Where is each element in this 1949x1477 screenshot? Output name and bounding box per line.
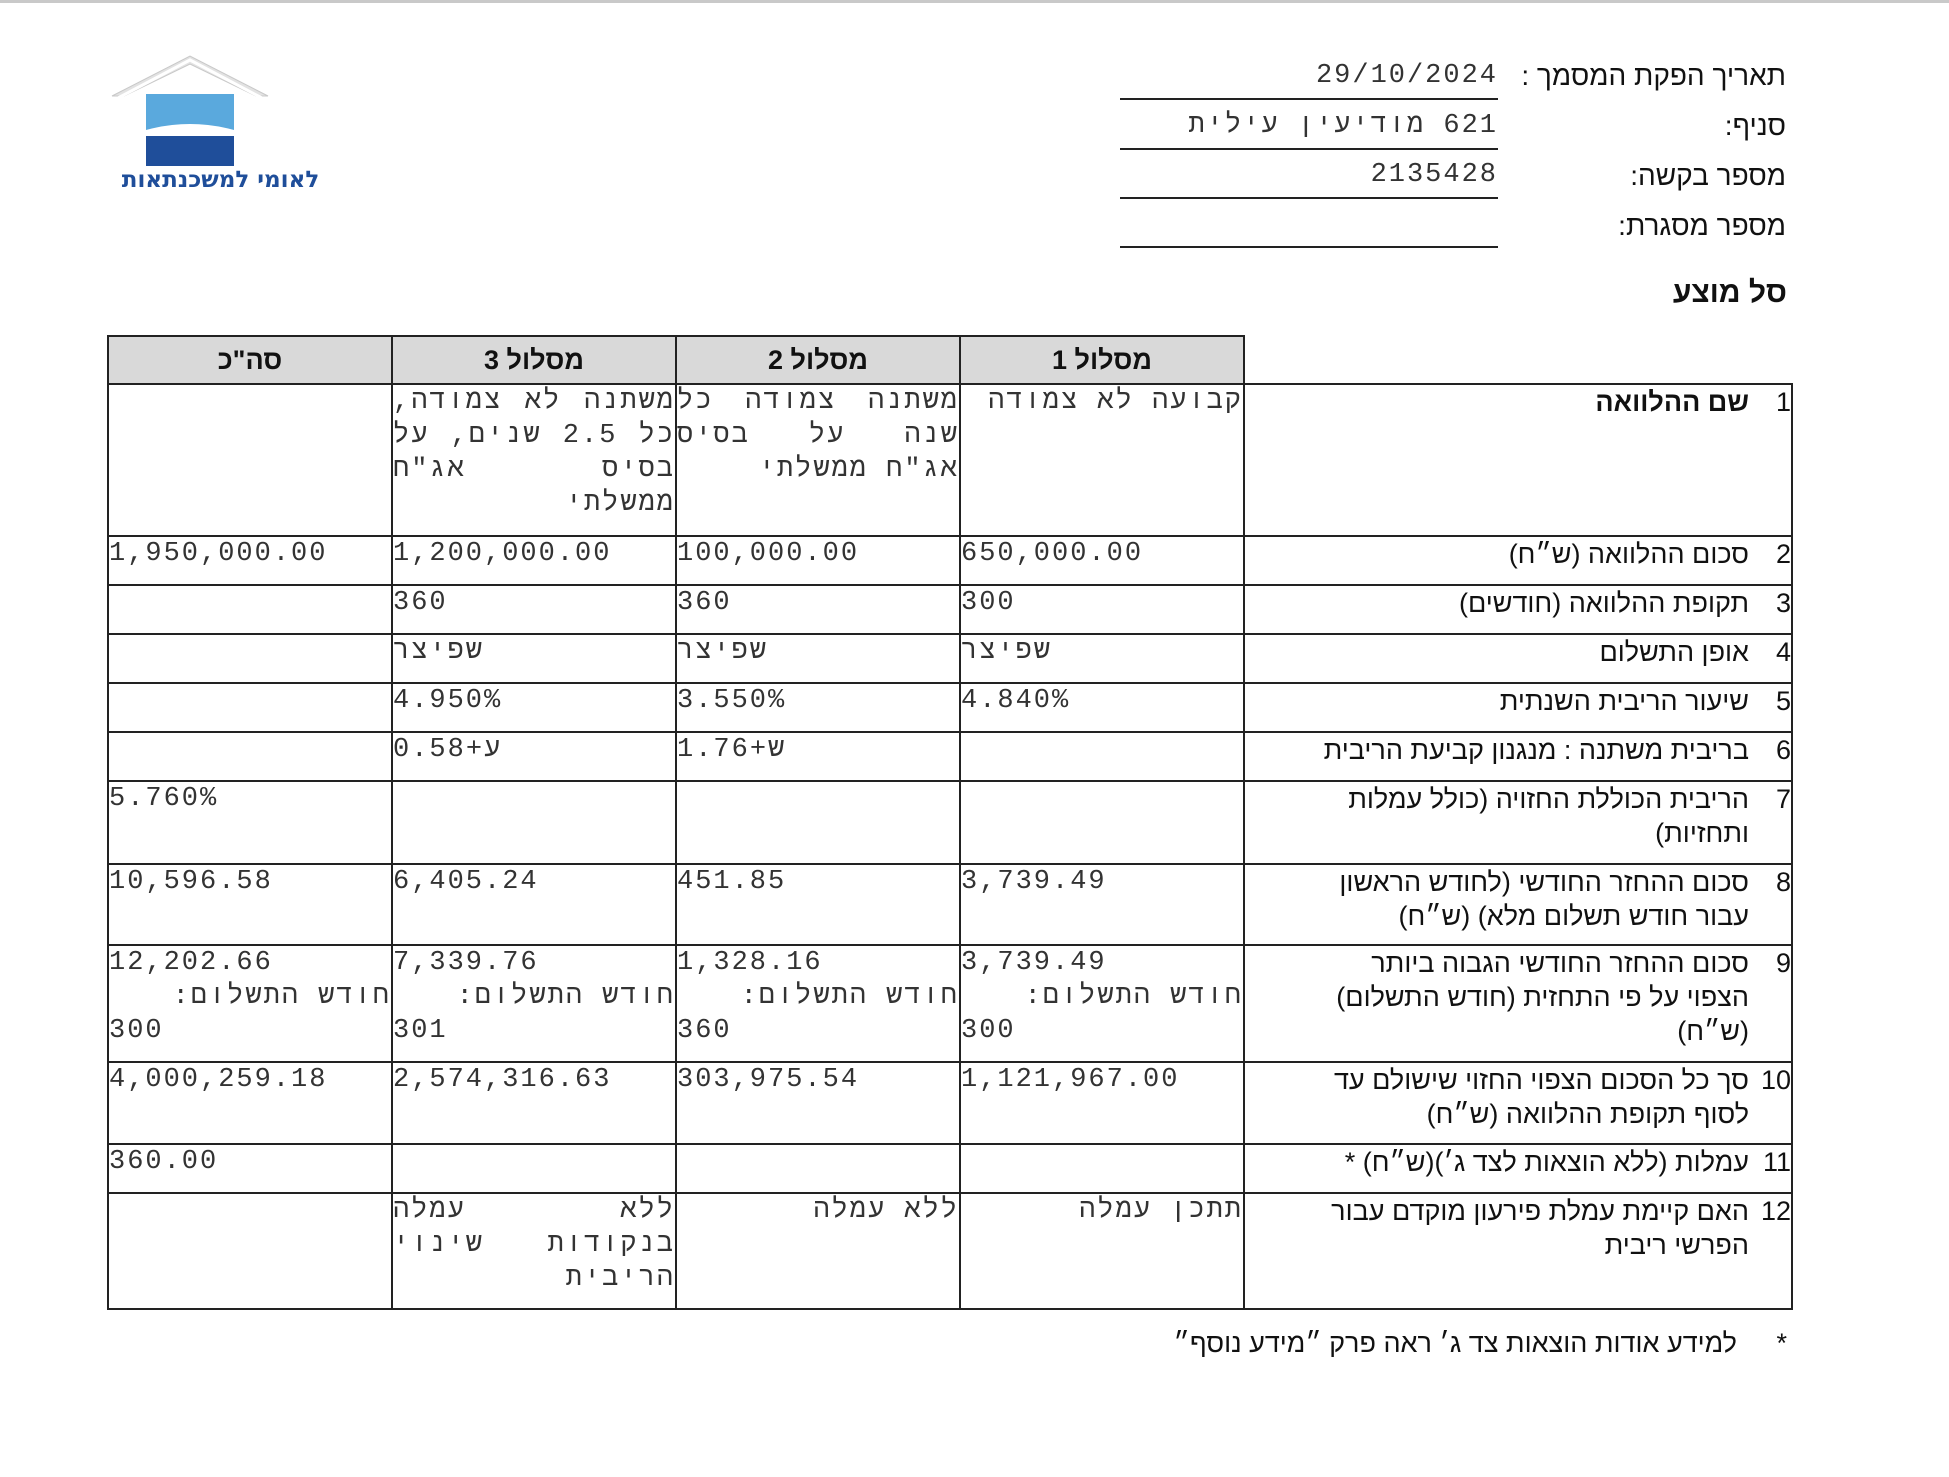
row-label: 1שם ההלוואה [1244,384,1792,536]
top-border [0,0,1949,3]
cell-track-2: משתנה צמודה כל שנה על בסיס אג"ח ממשלתי [676,384,960,536]
request-number-label: מספר בקשה: [1630,160,1786,191]
cell-track-1: שפיצר [960,634,1244,683]
cell-track-2: 1,328.16 חודש התשלום: 360 [676,945,960,1062]
cell-track-3: ע+0.58 [392,732,676,781]
row-label: 6בריבית משתנה : מנגנון קביעת הריבית [1244,732,1792,781]
cell-total [108,384,392,536]
cell-track-3: 1,200,000.00 [392,536,676,585]
table-row [108,634,1792,683]
cell-track-1: 650,000.00 [960,536,1244,585]
footnote [1174,1328,1787,1359]
table-row [108,945,1792,1062]
row-label: 10סך כל הסכום הצפוי החזוי שישולם עד לסוף תקופת ההלוואה (ש״ח) [1244,1062,1792,1144]
request-number-value: 2135428 [1120,157,1498,199]
footnote-text: למידע אודות הוצאות צד ג׳ ראה פרק ״מידע נוסף״ [1173,1328,1737,1358]
cell-total [108,1193,392,1309]
cell-track-2: 3.550% [676,683,960,732]
cell-track-3: 7,339.76 חודש התשלום: 301 [392,945,676,1062]
table-row [108,585,1792,634]
header-blank [1244,336,1792,384]
row-label: 11עמלות (ללא הוצאות לצד ג׳)(ש״ח) * [1244,1144,1792,1193]
cell-track-2 [676,1144,960,1193]
cell-track-1 [960,781,1244,864]
cell-track-1: 300 [960,585,1244,634]
cell-total [108,683,392,732]
row-label: 4אופן התשלום [1244,634,1792,683]
cell-total [108,585,392,634]
row-label: 8סכום ההחזר החודשי (לחודש הראשון עבור חודש תשלום מלא) (ש״ח) [1244,864,1792,945]
table-row [108,683,1792,732]
cell-track-2: 100,000.00 [676,536,960,585]
table-row [108,732,1792,781]
cell-track-1: 3,739.49 חודש התשלום: 300 [960,945,1244,1062]
logo-text: לאומי למשכנתאות [121,167,320,193]
framework-number-value [1120,206,1498,248]
cell-total [108,634,392,683]
cell-track-2 [676,781,960,864]
cell-track-3: 2,574,316.63 [392,1062,676,1144]
cell-track-3: 4.950% [392,683,676,732]
cell-track-3 [392,1144,676,1193]
col-header-track-2: מסלול 2 [676,336,960,384]
cell-total [108,732,392,781]
cell-track-1: תתכן עמלה [960,1193,1244,1309]
footnote-star: * [1776,1328,1787,1358]
cell-track-3: ללא עמלה בנקודות שינוי הריבית [392,1193,676,1309]
cell-total: 1,950,000.00 [108,536,392,585]
col-header-total: סה"כ [108,336,392,384]
row-label: 9סכום ההחזר החודשי הגבוה ביותר הצפוי על פי התחזית (חודש התשלום) (ש״ח) [1244,945,1792,1062]
table-row [108,864,1792,945]
cell-track-2: ללא עמלה [676,1193,960,1309]
table-row [108,1062,1792,1144]
row-label: 7הריבית הכוללת החזויה (כולל עמלות ותחזיות) [1244,781,1792,864]
row-label: 2סכום ההלוואה (ש״ח) [1244,536,1792,585]
branch-label: סניף: [1724,110,1786,141]
cell-track-3: 6,405.24 [392,864,676,945]
cell-track-2: שפיצר [676,634,960,683]
cell-track-2: 303,975.54 [676,1062,960,1144]
section-title: סל מוצע [1672,276,1787,309]
bank-logo [108,52,333,202]
table-row [108,1193,1792,1309]
col-header-track-3: מסלול 3 [392,336,676,384]
framework-number-label: מספר מסגרת: [1618,210,1786,241]
cell-track-1 [960,1144,1244,1193]
house-logo-icon [108,52,333,167]
row-label: 5שיעור הריבית השנתית [1244,683,1792,732]
cell-track-1: 1,121,967.00 [960,1062,1244,1144]
cell-track-2: 360 [676,585,960,634]
cell-track-1: 3,739.49 [960,864,1244,945]
cell-total: 12,202.66 חודש התשלום: 300 [108,945,392,1062]
cell-track-3: שפיצר [392,634,676,683]
cell-track-3: 360 [392,585,676,634]
table-row [108,536,1792,585]
cell-track-3 [392,781,676,864]
cell-total: 4,000,259.18 [108,1062,392,1144]
cell-track-1 [960,732,1244,781]
cell-track-1: קבועה לא צמודה [960,384,1244,536]
doc-date-value: 29/10/2024 [1120,58,1498,100]
table-row [108,1144,1792,1193]
col-header-track-1: מסלול 1 [960,336,1244,384]
cell-track-2: 451.85 [676,864,960,945]
row-label: 12האם קיימת עמלת פירעון מוקדם עבור הפרשי ריבית [1244,1193,1792,1309]
table-row [108,781,1792,864]
row-label: 3תקופת ההלוואה (חודשים) [1244,585,1792,634]
table-row [108,384,1792,536]
doc-date-label: תאריך הפקת המסמך : [1521,60,1786,91]
loan-table [107,335,1793,1310]
cell-total: 5.760% [108,781,392,864]
table-header-row [108,336,1792,384]
cell-total: 10,596.58 [108,864,392,945]
cell-track-1: 4.840% [960,683,1244,732]
branch-value: 621 מודיעין עילית [1120,108,1498,150]
cell-total: 360.00 [108,1144,392,1193]
cell-track-3: משתנה לא צמודה, כל 2.5 שנים, על בסיס אג"ח ממשלתי [392,384,676,536]
cell-track-2: ש+1.76 [676,732,960,781]
